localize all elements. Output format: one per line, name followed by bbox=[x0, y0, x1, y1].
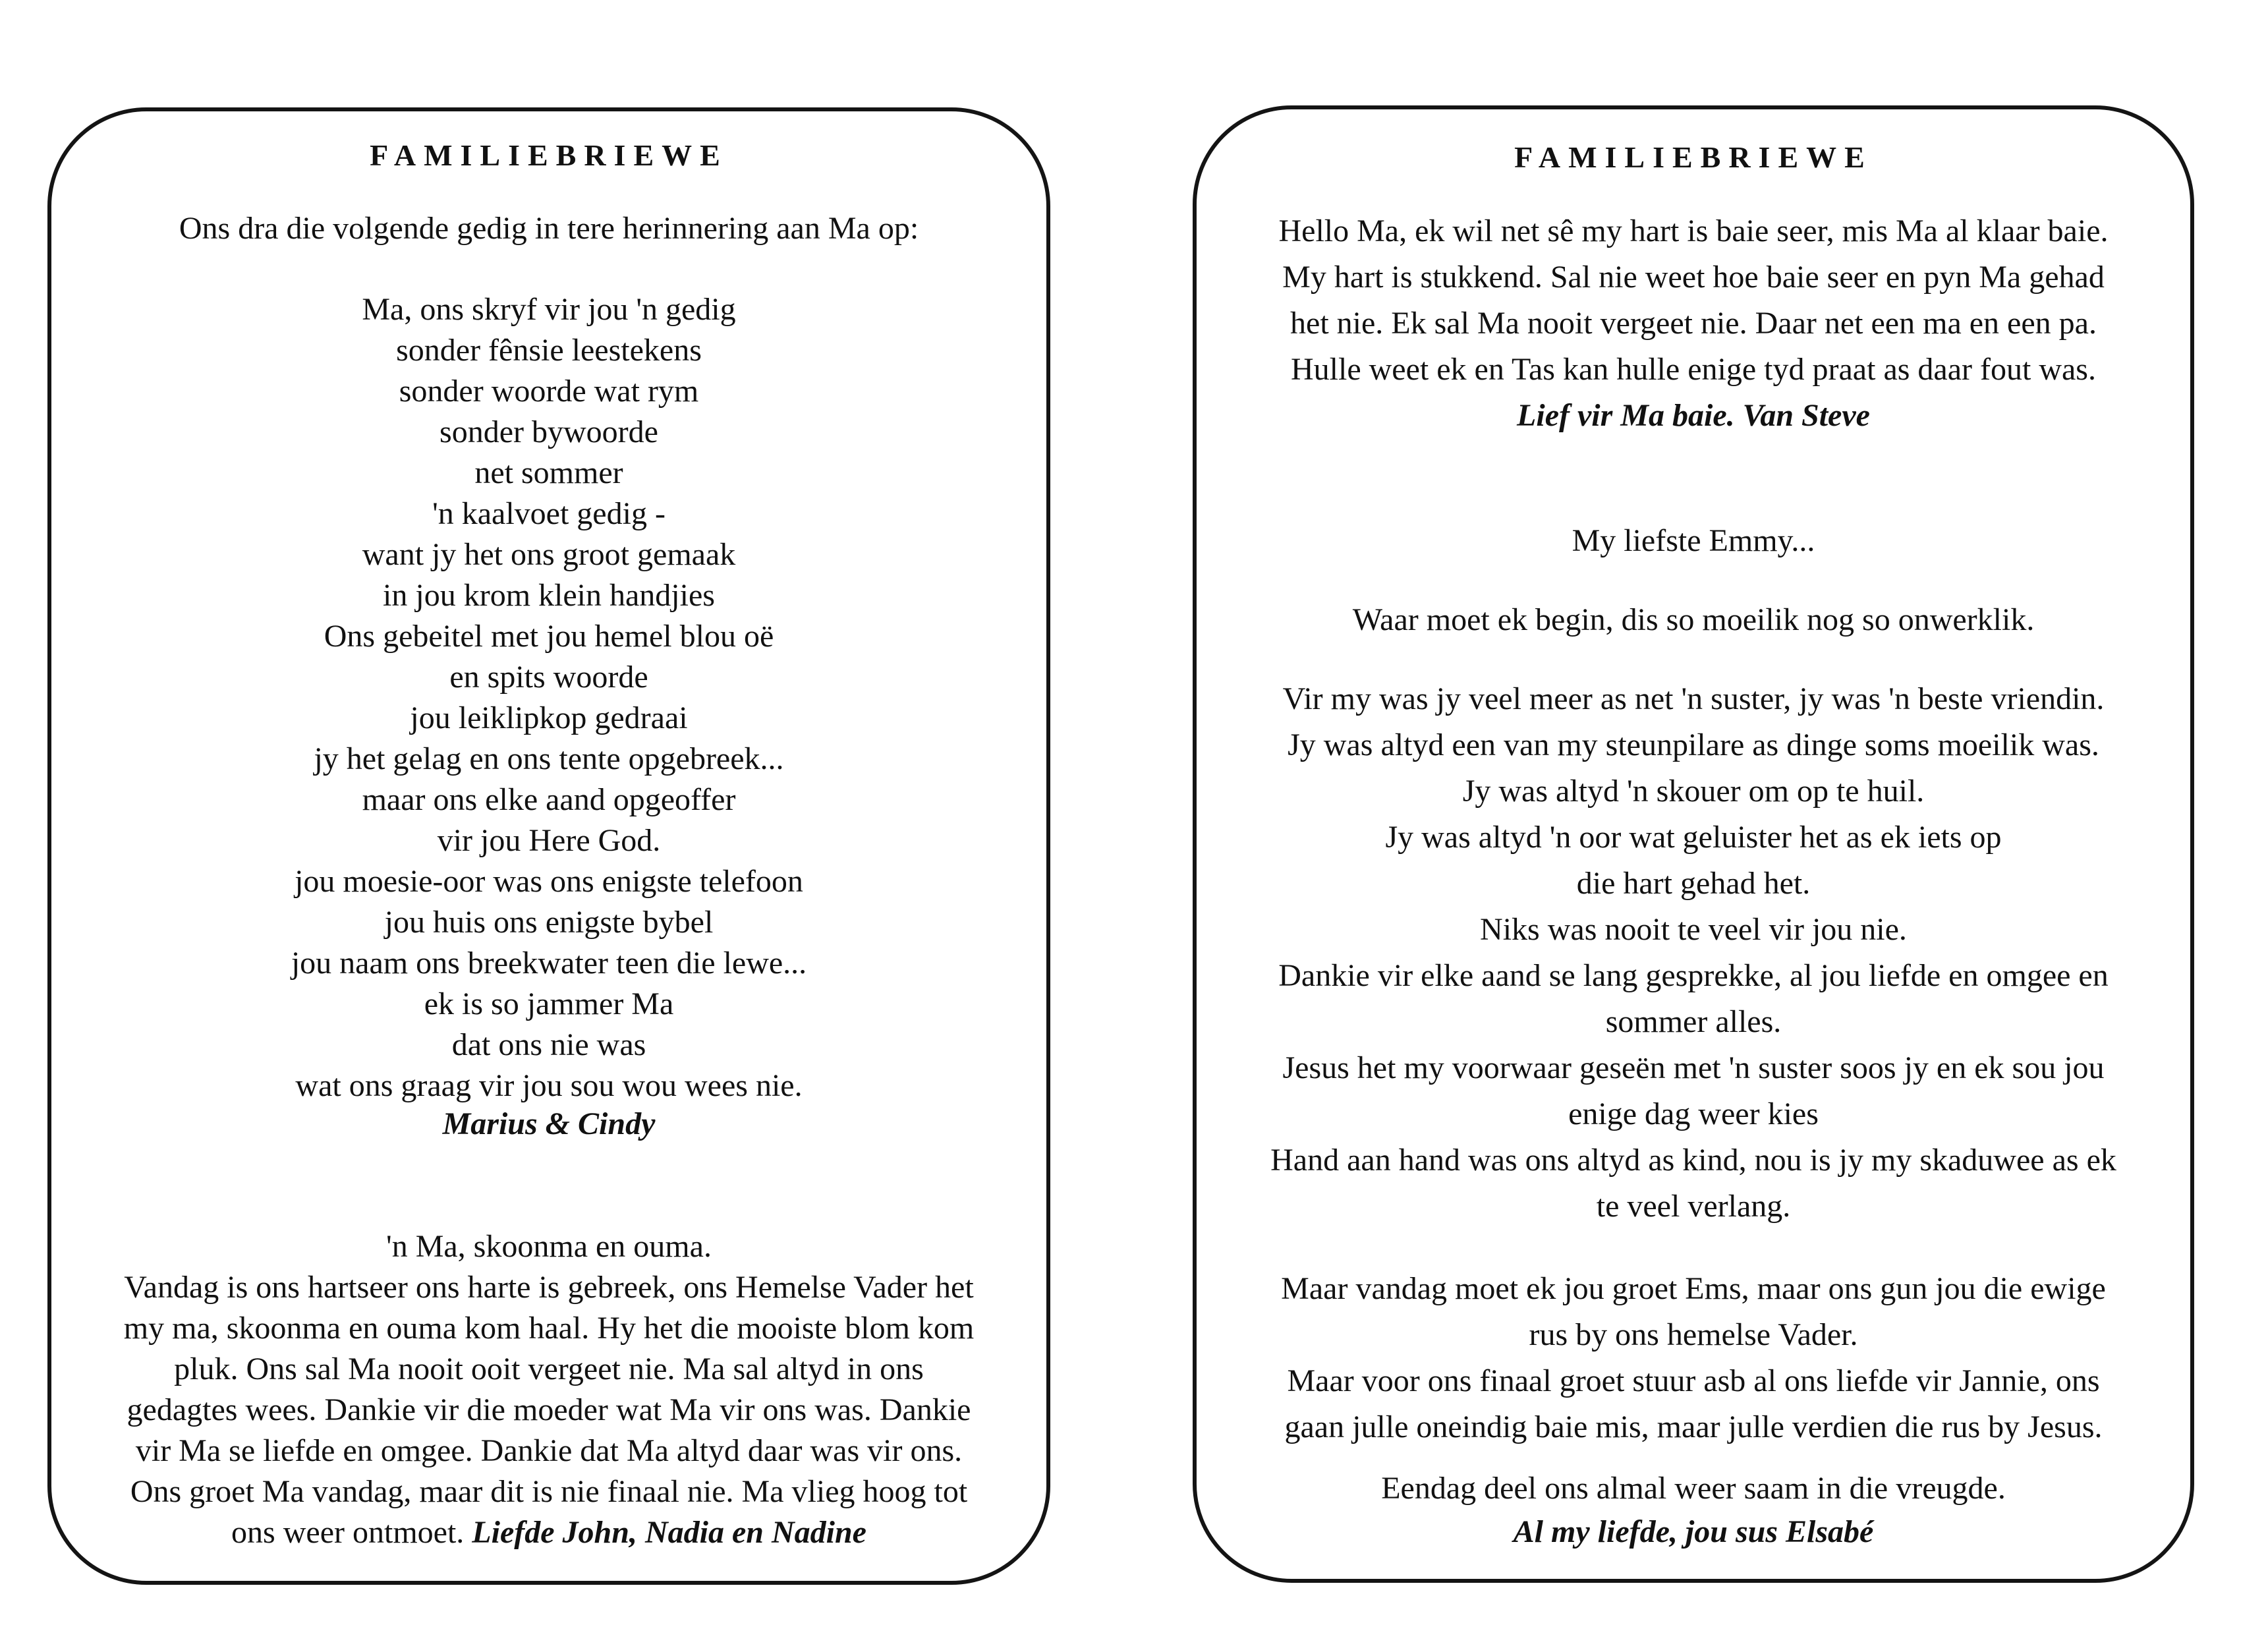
greeting: My liefste Emmy... bbox=[1572, 523, 1815, 558]
poem-line: want jy het ons groot gemaak bbox=[362, 537, 736, 572]
steve-letter-body bbox=[1197, 208, 2190, 393]
steve-letter-line: Hulle weet ek en Tas kan hulle enige tyd praat as daar fout was. bbox=[1291, 352, 2096, 387]
letter-last-line: ons weer ontmoet. Liefde John, Nadia en Nadine bbox=[231, 1515, 866, 1550]
letter-body bbox=[51, 1267, 1046, 1512]
paragraph-one-line: Jy was altyd 'n skouer om op te huil. bbox=[1462, 774, 1925, 809]
poem-line: sonder bywoorde bbox=[439, 414, 658, 449]
steve-letter-line: Hello Ma, ek wil net sê my hart is baie seer, mis Ma al klaar baie. bbox=[1278, 214, 2109, 248]
poem-signature: Marius & Cindy bbox=[442, 1106, 656, 1141]
poem-line: net sommer bbox=[474, 455, 623, 490]
closing-line: Eendag deel ons almal weer saam in die vreugde. bbox=[1381, 1471, 2006, 1506]
poem-line: Ons gebeitel met jou hemel blou oë bbox=[324, 619, 774, 654]
left-panel-title: FAMILIEBRIEWE bbox=[370, 138, 728, 172]
letter-signature: Liefde John, Nadia en Nadine bbox=[472, 1515, 866, 1550]
letter-line: pluk. Ons sal Ma nooit ooit vergeet nie. Ma sal altyd in ons bbox=[174, 1352, 924, 1386]
poem-line: sonder woorde wat rym bbox=[399, 374, 699, 409]
steve-letter-line: het nie. Ek sal Ma nooit vergeet nie. Daar net een ma en een pa. bbox=[1290, 306, 2097, 341]
poem-intro: Ons dra die volgende gedig in tere herinnering aan Ma op: bbox=[179, 211, 919, 246]
letter-line: vir Ma se liefde en omgee. Dankie dat Ma altyd daar was vir ons. bbox=[135, 1433, 963, 1468]
paragraph-one-line: sommer alles. bbox=[1605, 1004, 1782, 1039]
letter-line: gedagtes wees. Dankie vir die moeder wat Ma vir ons was. Dankie bbox=[127, 1392, 971, 1427]
paragraph-one-line: Jesus het my voorwaar geseën met 'n suster soos jy en ek sou jou bbox=[1282, 1050, 2105, 1085]
poem-line: maar ons elke aand opgeoffer bbox=[362, 782, 736, 817]
left-letter-card bbox=[47, 107, 1050, 1585]
paragraph-two-line: gaan julle oneindig baie mis, maar julle verdien die rus by Jesus. bbox=[1284, 1410, 2103, 1444]
poem-line: jy het gelag en ons tente opgebreek... bbox=[314, 741, 784, 776]
poem-line: jou moesie-oor was ons enigste telefoon bbox=[295, 864, 803, 899]
paragraph-one-line: Jy was altyd een van my steunpilare as dinge soms moeilik was. bbox=[1288, 727, 2099, 762]
paragraph-one-line: Niks was nooit te veel vir jou nie. bbox=[1480, 912, 1907, 947]
paragraph-two-line: Maar vandag moet ek jou groet Ems, maar ons gun jou die ewige bbox=[1281, 1271, 2106, 1306]
poem-line: 'n kaalvoet gedig - bbox=[432, 496, 666, 531]
paragraph-one-line: te veel verlang. bbox=[1596, 1189, 1791, 1224]
steve-signature: Lief vir Ma baie. Van Steve bbox=[1517, 398, 1870, 433]
poem-line: wat ons graag vir jou sou wou wees nie. bbox=[295, 1068, 803, 1103]
poem-line: en spits woorde bbox=[449, 660, 648, 695]
poem-line: in jou krom klein handjies bbox=[383, 578, 715, 613]
letter-heading: 'n Ma, skoonma en ouma. bbox=[386, 1229, 712, 1264]
poem-line: vir jou Here God. bbox=[437, 823, 661, 858]
paragraph-one bbox=[1197, 676, 2190, 1230]
letter-line: Ons groet Ma vandag, maar dit is nie finaal nie. Ma vlieg hoog tot bbox=[130, 1474, 968, 1509]
letter-line: Vandag is ons hartseer ons harte is gebreek, ons Hemelse Vader het bbox=[124, 1270, 974, 1305]
paragraph-one-line: die hart gehad het. bbox=[1576, 866, 1811, 901]
paragraph-two-line: Maar voor ons finaal groet stuur asb al ons liefde vir Jannie, ons bbox=[1287, 1363, 2100, 1398]
letter-line: my ma, skoonma en ouma kom haal. Hy het die mooiste blom kom bbox=[123, 1311, 975, 1346]
paragraph-two bbox=[1197, 1266, 2190, 1450]
paragraph-two-line: rus by ons hemelse Vader. bbox=[1529, 1317, 1858, 1352]
paragraph-one-line: Hand aan hand was ons altyd as kind, nou is jy my skaduwee as ek bbox=[1270, 1143, 2116, 1178]
right-letter-card bbox=[1193, 105, 2194, 1583]
poem-line: dat ons nie was bbox=[451, 1027, 646, 1062]
elsabe-signature: Al my liefde, jou sus Elsabé bbox=[1513, 1514, 1874, 1549]
paragraph-one-line: Vir my was jy veel meer as net 'n suster, jy was 'n beste vriendin. bbox=[1282, 681, 2105, 716]
right-panel-title: FAMILIEBRIEWE bbox=[1514, 140, 1873, 174]
poem-line: Ma, ons skryf vir jou 'n gedig bbox=[362, 292, 736, 327]
poem-line: jou leiklipkop gedraai bbox=[410, 700, 688, 735]
poem-line: ek is so jammer Ma bbox=[424, 986, 674, 1021]
paragraph-one-line: Jy was altyd 'n oor wat geluister het as ek iets op bbox=[1385, 820, 2002, 855]
steve-letter-line: My hart is stukkend. Sal nie weet hoe baie seer en pyn Ma gehad bbox=[1282, 260, 2105, 295]
poem-line: jou huis ons enigste bybel bbox=[384, 905, 714, 940]
letter-closing-line bbox=[51, 1512, 1046, 1553]
paragraph-one-line: Dankie vir elke aand se lang gesprekke, al jou liefde en omgee en bbox=[1278, 958, 2109, 993]
poem-line: jou naam ons breekwater teen die lewe... bbox=[291, 946, 807, 981]
poem-line: sonder fênsie leestekens bbox=[396, 333, 702, 368]
poem bbox=[51, 289, 1046, 1106]
paragraph-one-line: enige dag weer kies bbox=[1568, 1097, 1819, 1131]
opening-line: Waar moet ek begin, dis so moeilik nog so onwerklik. bbox=[1352, 602, 2035, 637]
